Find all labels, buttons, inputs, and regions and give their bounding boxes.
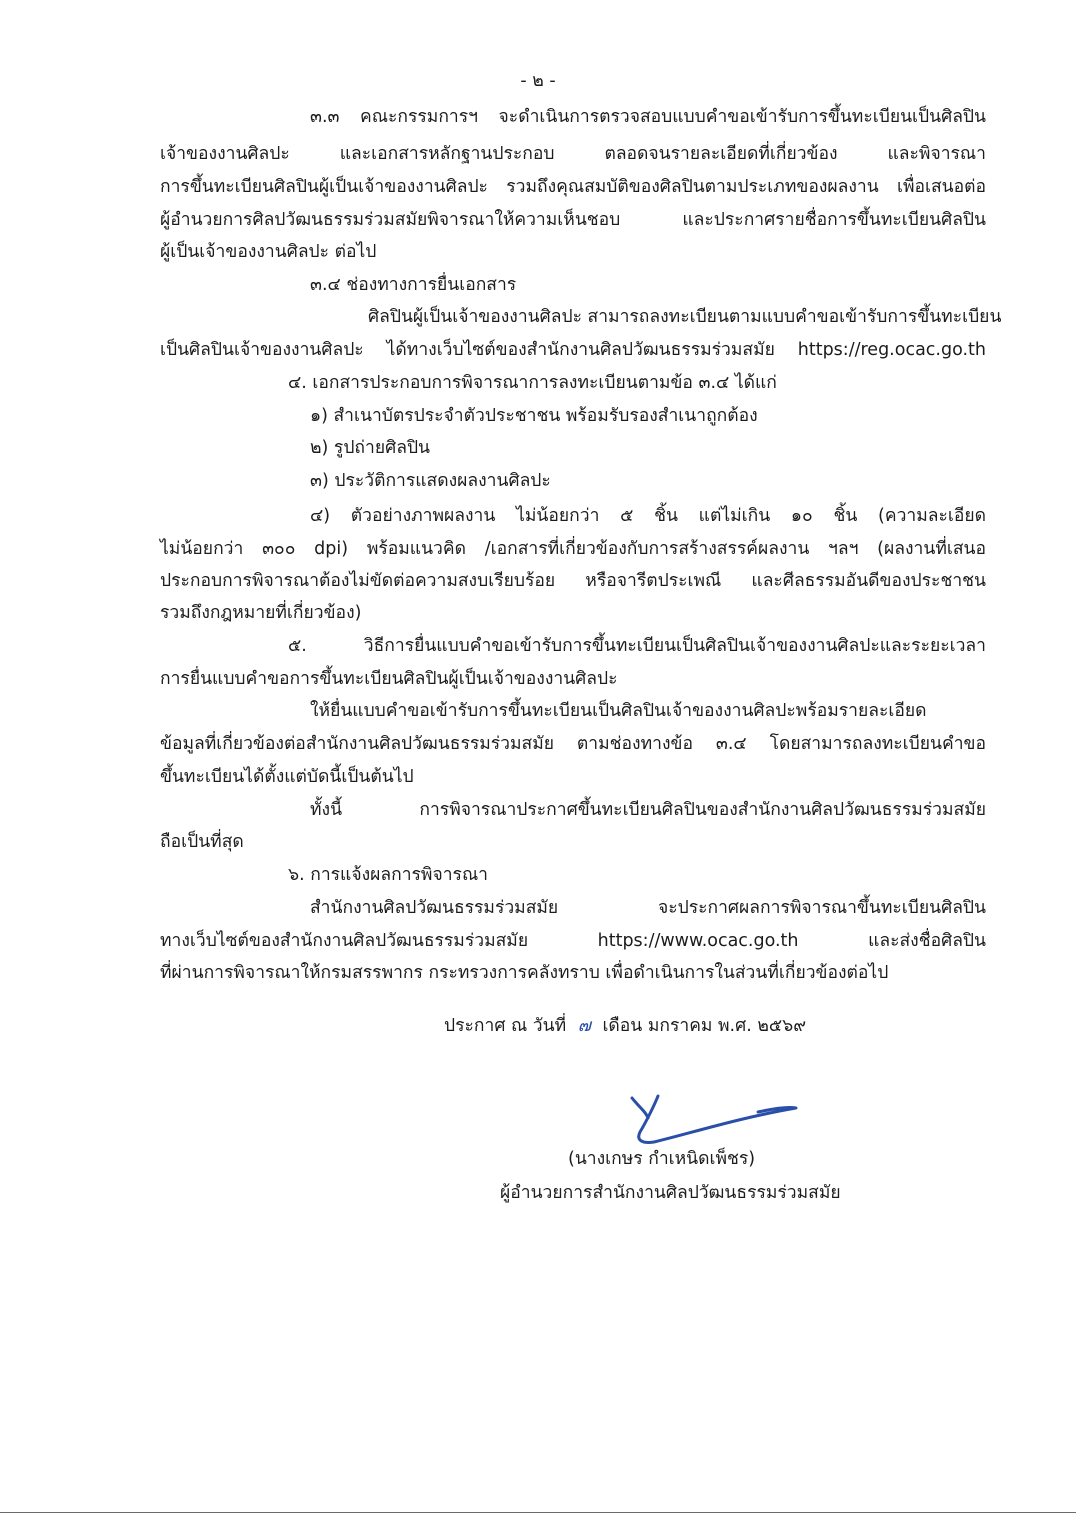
handwritten-signature	[618, 1088, 808, 1148]
section-3-3-line-2: เจ้าของงานศิลปะ และเอกสารหลักฐานประกอบ ตลอดจนรายละเอียดที่เกี่ยวข้อง และพิจารณา	[160, 144, 986, 164]
section-3-4-line-2: เป็นศิลปินเจ้าของงานศิลปะ ได้ทางเว็บไซต์ของสำนักงานศิลปวัฒนธรรมร่วมสมัย https://reg.ocac.go.th	[160, 340, 986, 360]
handwritten-day: ๗	[577, 1016, 591, 1036]
section-3-3-line-3: การขึ้นทะเบียนศิลปินผู้เป็นเจ้าของงานศิลปะ รวมถึงคุณสมบัติของศิลปินตามประเภทของผลงาน เพื่อเสนอต่อ	[160, 177, 986, 197]
scan-edge-line	[0, 1512, 1076, 1513]
signatory-name: (นางเกษร กำเหนิดเพ็ชร)	[568, 1149, 756, 1169]
page-number: - ๒ -	[520, 71, 556, 91]
section-5-heading-line-2: การยื่นแบบคำขอการขึ้นทะเบียนศิลปินผู้เป็นเจ้าของงานศิลปะ	[160, 669, 618, 689]
section-4-item-2: ๒) รูปถ่ายศิลปิน	[310, 438, 431, 458]
section-6-heading: ๖. การแจ้งผลการพิจารณา	[288, 865, 489, 885]
section-4-item-4-line-1: ๔) ตัวอย่างภาพผลงาน ไม่น้อยกว่า ๕ ชิ้น แต่ไม่เกิน ๑๐ ชิ้น (ความละเอียด	[310, 506, 986, 526]
section-5-para-2-line-1: ทั้งนี้ การพิจารณาประกาศขึ้นทะเบียนศิลปินของสำนักงานศิลปวัฒนธรรมร่วมสมัย	[310, 800, 986, 820]
section-5-para-2-line-2: ถือเป็นที่สุด	[160, 832, 244, 852]
section-4-item-4-line-3: ประกอบการพิจารณาต้องไม่ขัดต่อความสงบเรียบร้อย หรือจารีตประเพณี และศีลธรรมอันดีของประชาชน	[160, 571, 986, 591]
announcement-prefix: ประกาศ ณ วันที่	[444, 1016, 567, 1036]
section-3-4-line-1: ศิลปินผู้เป็นเจ้าของงานศิลปะ สามารถลงทะเบียนตามแบบคำขอเข้ารับการขึ้นทะเบียน	[368, 307, 1002, 327]
section-4-item-4-line-2: ไม่น้อยกว่า ๓๐๐ dpi) พร้อมแนวคิด /เอกสารที่เกี่ยวข้องกับการสร้างสรรค์ผลงาน ฯลฯ (ผลงานที่เสนอ	[160, 539, 986, 559]
section-3-4-heading: ๓.๔ ช่องทางการยื่นเอกสาร	[310, 275, 517, 295]
section-3-3-line-5: ผู้เป็นเจ้าของงานศิลปะ ต่อไป	[160, 242, 377, 262]
section-4-heading: ๔. เอกสารประกอบการพิจารณาการลงทะเบียนตามข้อ ๓.๔ ได้แก่	[288, 373, 777, 393]
section-4-item-3: ๓) ประวัติการแสดงผลงานศิลปะ	[310, 471, 551, 491]
section-6-line-1: สำนักงานศิลปวัฒนธรรมร่วมสมัย จะประกาศผลการพิจารณาขึ้นทะเบียนศิลปิน	[310, 898, 986, 918]
section-6-line-2: ทางเว็บไซต์ของสำนักงานศิลปวัฒนธรรมร่วมสมัย https://www.ocac.go.th และส่งชื่อศิลปิน	[160, 931, 986, 951]
section-4-item-4-line-4: รวมถึงกฎหมายที่เกี่ยวข้อง)	[160, 603, 362, 623]
section-5-para-1-line-2: ข้อมูลที่เกี่ยวข้องต่อสำนักงานศิลปวัฒนธรรมร่วมสมัย ตามช่องทางข้อ ๓.๔ โดยสามารถลงทะเบียนคำขอ	[160, 734, 986, 754]
announcement-suffix: เดือน มกราคม พ.ศ. ๒๕๖๙	[602, 1016, 807, 1036]
section-4-item-1: ๑) สำเนาบัตรประจำตัวประชาชน พร้อมรับรองสำเนาถูกต้อง	[310, 406, 758, 426]
section-5-heading-line-1: ๕. วิธีการยื่นแบบคำขอเข้ารับการขึ้นทะเบียนเป็นศิลปินเจ้าของงานศิลปะและระยะเวลา	[288, 636, 986, 656]
signatory-title: ผู้อำนวยการสำนักงานศิลปวัฒนธรรมร่วมสมัย	[500, 1183, 841, 1203]
section-5-para-1-line-1: ให้ยื่นแบบคำขอเข้ารับการขึ้นทะเบียนเป็นศิลปินเจ้าของงานศิลปะพร้อมรายละเอียด	[310, 701, 927, 721]
announcement-date	[444, 1013, 806, 1039]
section-3-3-line-4: ผู้อำนวยการศิลปวัฒนธรรมร่วมสมัยพิจารณาให้ความเห็นชอบ และประกาศรายชื่อการขึ้นทะเบียนศิลปิน	[160, 210, 986, 230]
section-6-line-3: ที่ผ่านการพิจารณาให้กรมสรรพากร กระทรวงการคลังทราบ เพื่อดำเนินการในส่วนที่เกี่ยวข้องต่อไป	[160, 963, 889, 983]
section-5-para-1-line-3: ขึ้นทะเบียนได้ตั้งแต่บัดนี้เป็นต้นไป	[160, 767, 414, 787]
section-3-3-line-1: ๓.๓ คณะกรรมการฯ จะดำเนินการตรวจสอบแบบคำขอเข้ารับการขึ้นทะเบียนเป็นศิลปิน	[310, 107, 986, 127]
